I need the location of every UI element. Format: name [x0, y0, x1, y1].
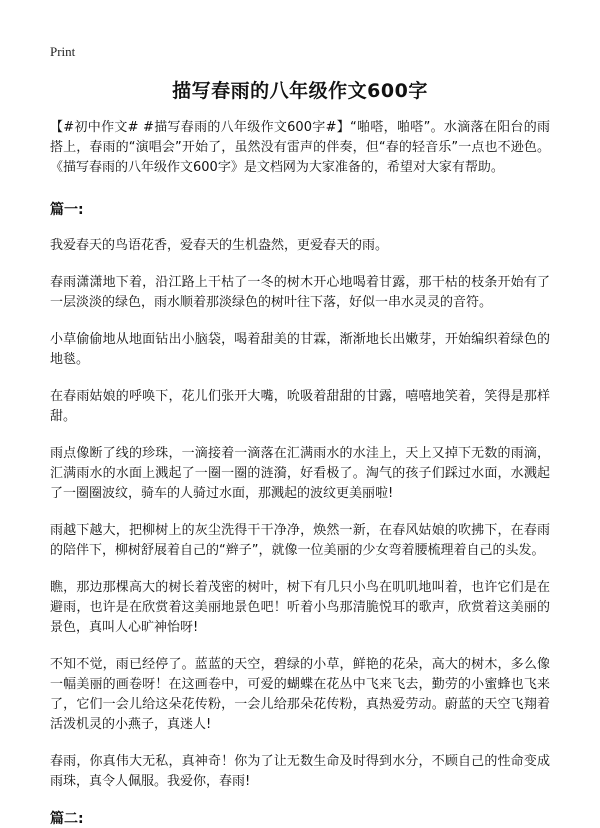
paragraph: 雨点像断了线的珍珠，一滴接着一滴落在汇满雨水的水洼上，天上又掉下无数的雨滴，汇满雨水的水面上溅起了一圈一圈的涟漪，好看极了。淘气的孩子们踩过水面，水溅起了一圈圈波纹，骑车的人骑过水面，那溅起的波纹更美丽啦! — [50, 446, 550, 501]
section-heading-2: 篇二: — [50, 811, 84, 827]
paragraph: 春雨潇潇地下着，沿江路上干枯了一冬的树木开心地喝着甘露，那干枯的枝条开始有了一层淡淡的绿色，雨水顺着那淡绿色的树叶往下落，好似一串水灵灵的音符。 — [50, 275, 550, 310]
article-body — [50, 118, 550, 828]
print-link[interactable]: Print — [50, 44, 76, 59]
paragraph: 瞧，那边那棵高大的树长着茂密的树叶，树下有几只小鸟在叽叽地叫着，也许它们是在避雨，也许是在欣赏着这美丽地景色吧！听着小鸟那清脆悦耳的歌声，欣赏着这美丽的景色，真叫人心旷神怡呀! — [50, 580, 550, 635]
paragraph: 不知不觉，雨已经停了。蓝蓝的天空，碧绿的小草，鲜艳的花朵，高大的树木，多么像一幅美丽的画卷呀！在这画卷中，可爱的蝴蝶在花丛中飞来飞去，勤劳的小蜜蜂也飞来了，它们一会儿给这朵花传粉，一会儿给那朵花传粉，真热爱劳动。蔚蓝的天空飞翔着活泼机灵的小燕子，真迷人! — [50, 657, 550, 732]
paragraph: 我爱春天的鸟语花香，爱春天的生机盎然，更爱春天的雨。 — [50, 238, 389, 253]
paragraph: 春雨，你真伟大无私，真神奇！你为了让无数生命及时得到水分，不顾自己的性命变成雨珠，真令人佩服。我爱你，春雨! — [50, 754, 550, 789]
intro-paragraph: 【#初中作文# #描写春雨的八年级作文600字#】“啪嗒，啪嗒”。水滴落在阳台的雨搭上，春雨的“演唱会”开始了，虽然没有雷声的伴奏，但“春的轻音乐”一点也不逊色。《描写春雨的八年级作文600字》是文档网为大家准备的，希望对大家有帮助。 — [50, 120, 550, 175]
paragraph: 小草偷偷地从地面钻出小脑袋，喝着甜美的甘霖，渐渐地长出嫩芽，开始编织着绿色的地毯。 — [50, 332, 550, 367]
page-title: 描写春雨的八年级作文600字 — [172, 80, 428, 102]
paragraph: 雨越下越大，把柳树上的灰尘洗得干干净净，焕然一新，在春风姑娘的吹拂下，在春雨的陪伴下，柳树舒展着自己的“辫子”，就像一位美丽的少女弯着腰梳理着自己的头发。 — [50, 523, 550, 558]
paragraph: 在春雨姑娘的呼唤下，花儿们张开大嘴，吮吸着甜甜的甘露，嘻嘻地笑着，笑得是那样甜。 — [50, 389, 550, 424]
section-heading-1: 篇一: — [50, 202, 84, 218]
